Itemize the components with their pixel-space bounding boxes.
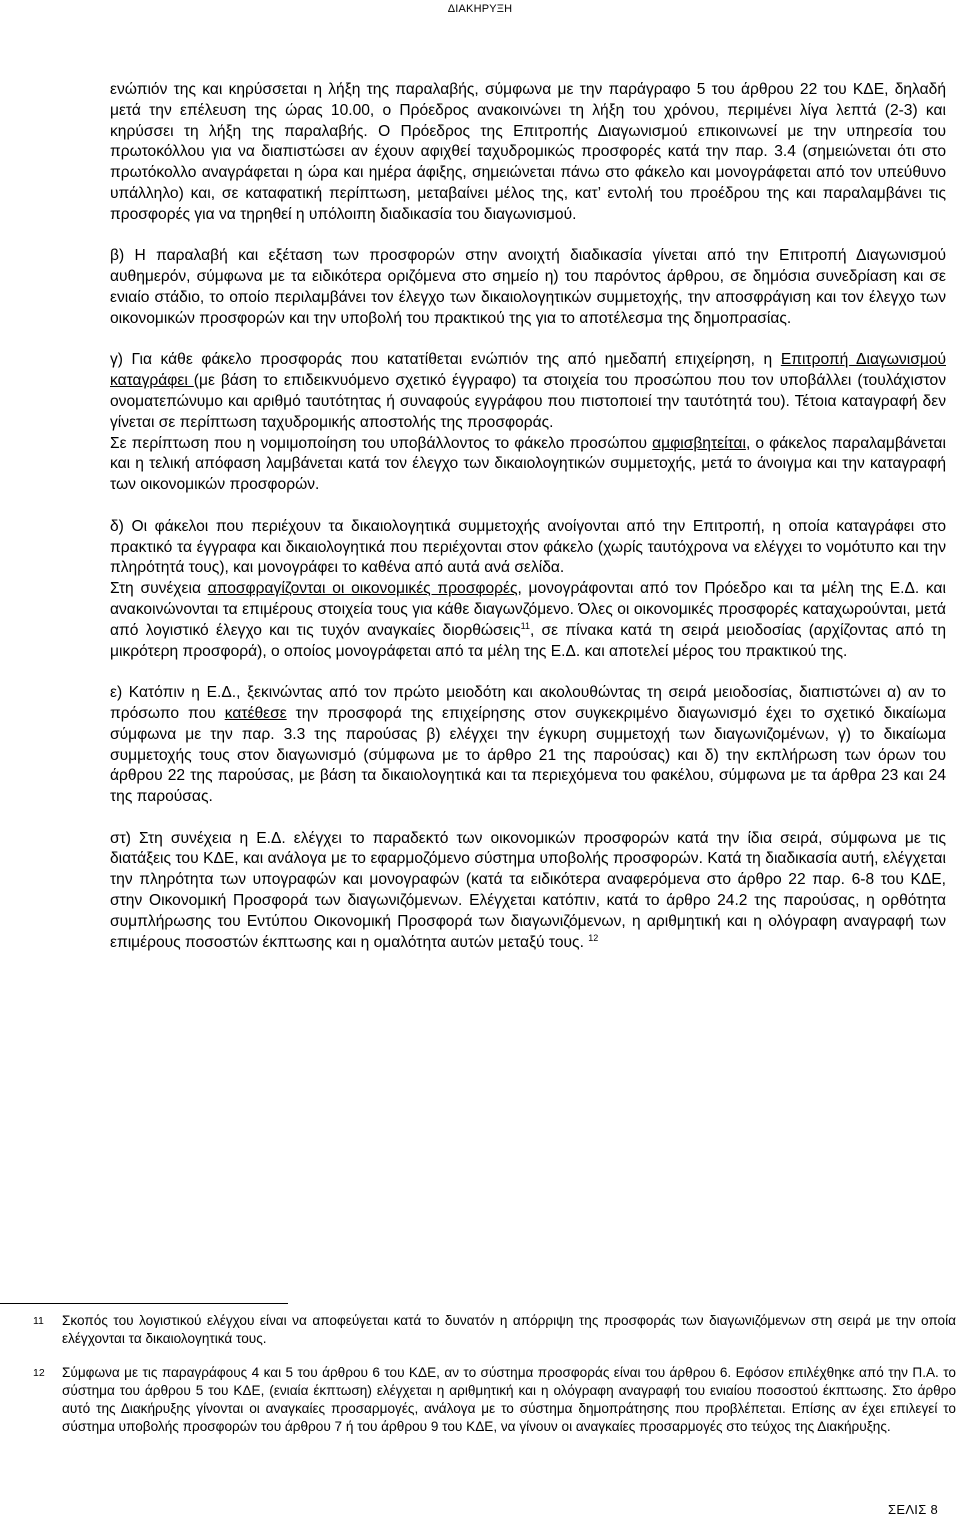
paragraph-d-continued: Στη συνέχεια αποσφραγίζονται οι οικονομικές προσφορές, μονογράφονται από τον Πρόεδρο και τα μέλη της Ε.Δ. και ανακοινώνονται τα επιμέρους στοιχεία τους για κάθε διαγωνζόμενο. Όλες οι οικονομικές προσφορές καταχωρούνται, μετά από λογιστικό έλεγχο και τις τυχόν αναγκαίες διορθώσεις$^{11}$, σε πίνακα κατά τη σειρά μειοδοσίας (αρχίζοντας από τη μικρότερη προσφορά), ο οποίος μονογράφεται από τα μέλη της Ε.Δ. και αποτελεί μέρος του πρακτικού της. (110, 580, 946, 660)
underlined-phrase: αμφισβητείται (652, 434, 746, 452)
footnote-text: Σύμφωνα με τις παραγράφους 4 και 5 του άρθρου 6 του ΚΔΕ, αν το σύστημα προσφοράς είναι του άρθρου 6. Εφόσον επιλέχθηκε από την Π.Α. το σύστημα του άρθρου 5 του ΚΔΕ, (ενιαία έκπτωση) ελέγχεται η αριθμητική και η ολόγραφη αναγραφή του ενιαίου ποσοστού έκπτωσης. Στο άρθρο αυτό της Διακήρυξης γίνονται οι αναγκαίες προσαρμογές, ανάλογα με το σύστημα δημοπράτησης που προβλέπεται. Επίσης αν έχει επιλεγεί το σύστημα υποβολής προσφορών του άρθρου 7 ή του άρθρου 9 του ΚΔΕ, να γίνουν οι αναγκαίες προσαρμογές στο τεύχος της Διακήρυξης. (62, 1365, 956, 1434)
footnote-text: Σκοπός του λογιστικού ελέγχου είναι να αποφεύγεται κατά το δυνατόν η απόρριψη της προσφοράς των διαγωνιζόμενων στη σειρά με την οποία ελέγχονται τα δικαιολογητικά τους. (62, 1313, 956, 1346)
paragraph-c: γ) Για κάθε φάκελο προσφοράς που κατατίθεται ενώπιόν της από ημεδαπή επιχείρηση, η Επιτροπή Διαγωνισμού καταγράφει (με βάση το επιδεικνυόμενο σχετικό έγγραφο) τα στοιχεία του προσώπου που τον υποβάλλει (τουλάχιστον ονοματεπώνυμο και αριθμό ταυτότητας ή συναφούς εγγράφου που πιστοποιεί την ταυτότητά του). Τέτοια καταγραφή δεν γίνεται σε περίπτωση ταχυδρομικής αποστολής της προσφοράς. (110, 351, 946, 431)
paragraph-c-continued: Σε περίπτωση που η νομιμοποίηση του υποβάλλοντος το φάκελο προσώπου αμφισβητείται, ο φάκελος παραλαμβάνεται και η τελική απόφαση λαμβάνεται κατά τον έλεγχο των δικαιολογητικών συμμετοχής, μετά το άνοιγμα και την καταγραφή των οικονομικών προσφορών. (110, 434, 946, 494)
paragraph-e: ε) Κατόπιν η Ε.Δ., ξεκινώντας από τον πρώτο μειοδότη και ακολουθώντας τη σειρά μειοδοσίας, διαπιστώνει α) αν το πρόσωπο που κατέθεσε την προσφορά της επιχείρησης στον συγκεκριμένο διαγωνισμό έχει το σχετικό δικαίωμα σύμφωνα με την παρ. 3.3 της παρούσας β) ελέγχει την έγκυρη συμμετοχή των διαγωνιζομένων, γ) το δικαίωμα συμμετοχής τους στον διαγωνισμό (σύμφωνα με το άρθρο 21 της παρούσας) και δ) την εκπλήρωση των όρων του άρθρου 22 της παρούσας, με βάση τα δικαιολογητικά και τα περιεχόμενα του φακέλου, σύμφωνα με τα άρθρα 23 και 24 της παρούσας. (110, 684, 946, 806)
paragraph-d: δ) Οι φάκελοι που περιέχουν τα δικαιολογητικά συμμετοχής ανοίγονται από την Επιτροπή, η οποία καταγράφει στο πρακτικό τα έγγραφα και δικαιολογητικά που περιέχονται στον φάκελο (χωρίς ταυτόχρονα να ελέγχει το νομότυπο και την πληρότητά τους), και μονογράφει το καθένα από αυτά ανά σελίδα. (110, 517, 946, 577)
underlined-phrase: κατέθεσε (224, 704, 287, 722)
footnote-ref-11[interactable]: 11 (520, 620, 530, 631)
underlined-phrase: αποσφραγίζονται οι οικονομικές προσφορές (207, 580, 518, 598)
page-number: ΣΕΛΙΣ 8 (888, 1502, 938, 1517)
document-header: ΔΙΑΚΗΡΥΞΗ (447, 3, 513, 15)
paragraph-f: στ) Στη συνέχεια η Ε.Δ. ελέγχει το παραδεκτό των οικονομικών προσφορών κατά την ίδια σειρά, σύμφωνα με τις διατάξεις του ΚΔΕ, και ανάλογα με το εφαρμοζόμενο σύστημα υποβολής προσφορών. Κατά τη διαδικασία αυτή, ελέγχεται την πληρότητα των υπογραφών και μονογραφών (κατά τα ειδικότερα αναφερόμενα στο άρθρο 22 παρ. 6-8 του ΚΔΕ, στην Οικονομική Προσφορά των διαγωνιζόμενων. Ελέγχεται κατόπιν, κατά το άρθρο 24.2 της παρούσας, η ορθότητα συμπλήρωσης του Εντύπου Οικονομική Προσφορά των διαγωνιζόμενων, η αριθμητική και η ολόγραφη αναγραφή των επιμέρους ποσοστών έκπτωσης και η ομαλότητα αυτών μεταξύ τους. $^{12}$ (110, 829, 946, 951)
footnote-separator (0, 1303, 288, 1304)
footnote-number: 12 (33, 1367, 45, 1379)
paragraph-b: β) Η παραλαβή και εξέταση των προσφορών στην ανοιχτή διαδικασία γίνεται από την Επιτροπή Διαγωνισμού αυθημερόν, σύμφωνα με τα ειδικότερα οριζόμενα στο σημείο η) του παρόντος άρθρου, σε δημόσια συνεδρίαση και σε ενιαίο στάδιο, το οποίο περιλαμβάνει τον έλεγχο των δικαιολογητικών συμμετοχής, την αποσφράγιση και τον έλεγχο των οικονομικών προσφορών και την υποβολή του πρακτικού της για το αποτέλεσμα της δημοπρασίας. (110, 247, 946, 327)
paragraph-intro: ενώπιόν της και κηρύσσεται η λήξη της παραλαβής, σύμφωνα με την παράγραφο 5 του άρθρου 22 του ΚΔΕ, δηλαδή μετά την επέλευση της ώρας 10.00, ο Πρόεδρος ανακοινώνει τη λήξη του χρόνου, περιμένει λίγα λεπτά (2-3) και κηρύσσει τη λήξη της παραλαβής. Ο Πρόεδρος της Επιτροπής Διαγωνισμού επικοινωνεί με την υπηρεσία του πρωτοκόλλου για να διαπιστώσει αν έχουν αφιχθεί ταχυδρομικώς προσφορές κατά την παρ. 3.4 (σημειώνεται ότι στο πρωτόκολλο αναγράφεται η ώρα και ημέρα άφιξης, σημειώνεται πάνω στο φάκελο και μονογράφεται από τον υπεύθυνο υπάλληλο) και, σε καταφατική περίπτωση, μεταβαίνει μέλος της, κατ’ εντολή του προέδρου της και παραλαμβάνει τις προσφορές για να τηρηθεί η υπόλοιπη διαδικασία του διαγωνισμού. (110, 81, 946, 223)
footnote-ref-12[interactable]: 12 (588, 932, 599, 943)
underlined-phrase: Επιτροπή Διαγωνισμού καταγράφει (110, 351, 946, 390)
footnote-number: 11 (33, 1315, 44, 1327)
main-body (110, 80, 946, 953)
